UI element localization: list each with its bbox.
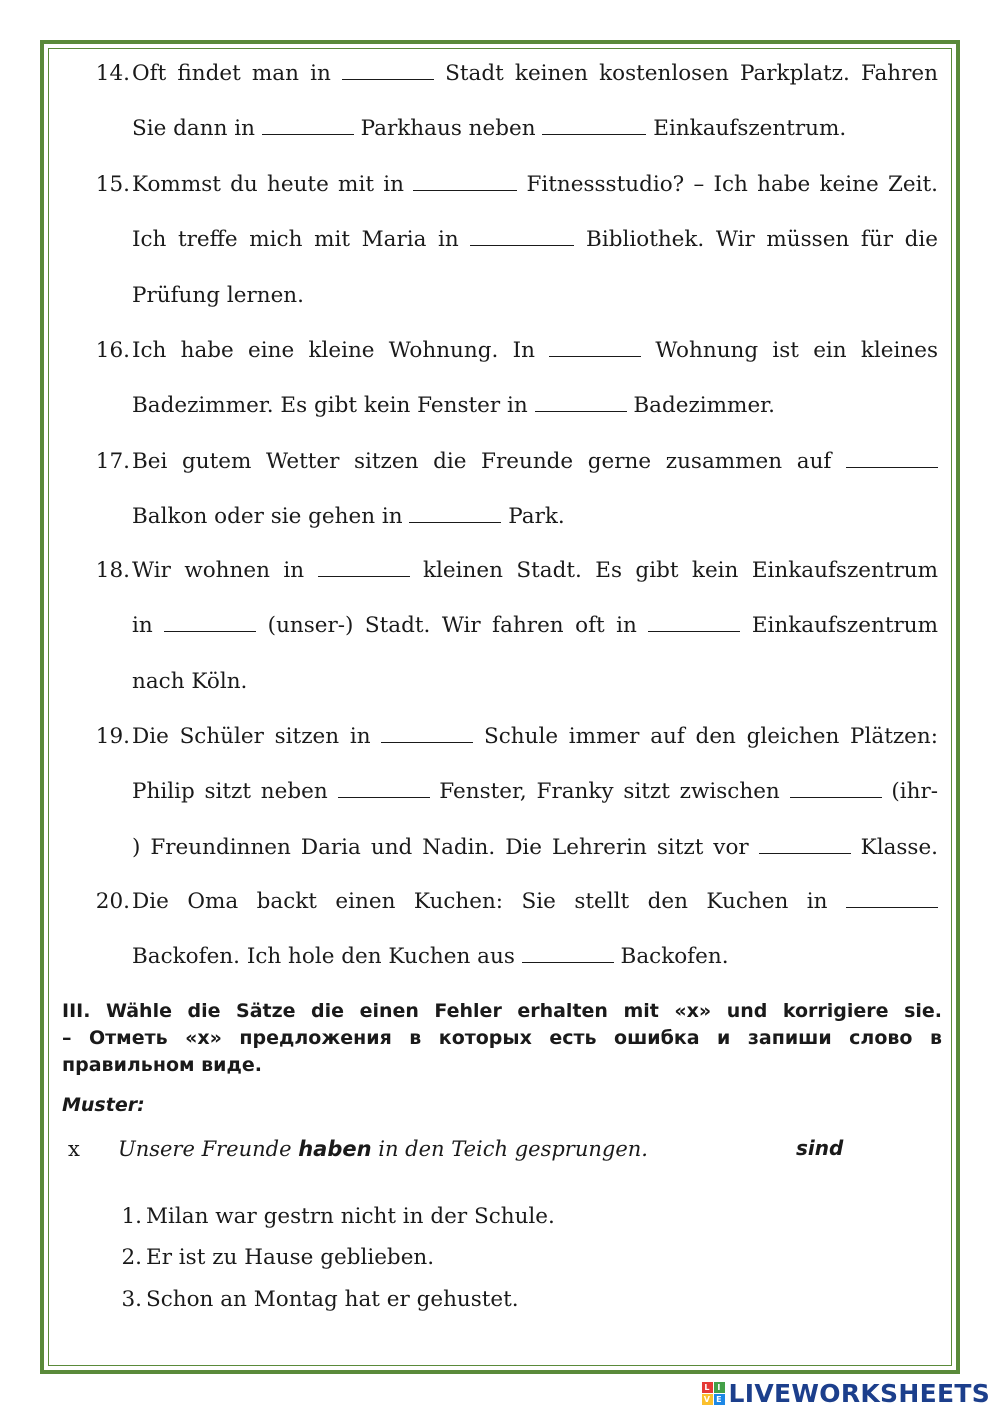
exercise-text: Badezimmer.	[626, 393, 775, 419]
exercise-text: Die Oma backt einen Kuchen: Sie stellt den Kuchen in	[132, 889, 846, 914]
blank-answer-field[interactable]	[535, 410, 627, 412]
logo-icon	[702, 1382, 725, 1405]
exercise-text: (unser-) Stadt. Wir fahren oft in	[256, 613, 649, 639]
logo-square: I	[714, 1382, 725, 1393]
liveworksheets-logo	[702, 1378, 990, 1408]
exercise-line	[132, 764, 938, 819]
blank-answer-field[interactable]	[846, 906, 938, 908]
blank-answer-field[interactable]	[790, 796, 882, 798]
exercise-text: Badezimmer. Es gibt kein Fenster in	[132, 393, 535, 419]
exercise-number: 16.	[95, 338, 130, 363]
section-3-heading	[62, 998, 942, 1079]
exercise-text: Fitnessstudio? – Ich habe keine Zeit.	[517, 172, 938, 197]
exercise-text: Kommst du heute mit in	[132, 172, 414, 197]
exercise-text: Backofen. Ich hole den Kuchen aus	[132, 944, 522, 970]
blank-answer-field[interactable]	[549, 355, 641, 357]
blank-answer-field[interactable]	[542, 133, 646, 135]
exercise-text: Sie dann in	[132, 116, 262, 142]
blank-answer-field[interactable]	[522, 961, 614, 963]
blank-answer-field[interactable]	[759, 852, 851, 854]
blank-answer-field[interactable]	[413, 189, 517, 191]
check-item-number: 1.	[121, 1204, 142, 1229]
exercise-line	[132, 543, 938, 598]
exercise-text: Einkaufszentrum.	[646, 116, 847, 142]
exercise-text: Fenster, Franky sitzt zwischen	[429, 779, 790, 805]
example-text-after: in den Teich gesprungen.	[371, 1137, 648, 1161]
example-sentence	[118, 1137, 648, 1161]
blank-answer-field[interactable]	[846, 466, 938, 468]
exercise-text: Balkon oder sie gehen in	[132, 504, 410, 530]
example-text-before: Unsere Freunde	[118, 1137, 299, 1161]
exercise-text: Park.	[501, 504, 565, 530]
exercise-text: Parkhaus neben	[353, 116, 543, 142]
example-error-word: haben	[298, 1137, 372, 1161]
exercise-text: Wir wohnen in	[132, 558, 318, 583]
exercise-number: 19.	[95, 724, 130, 749]
exercise-text: (ihr-	[881, 779, 938, 805]
exercise-item	[90, 157, 940, 323]
exercise-number: 20.	[95, 889, 130, 914]
exercise-text: Bei gutem Wetter sitzen die Freunde gerne zusammen auf	[132, 449, 846, 474]
exercise-text: Wohnung ist ein kleines	[641, 338, 938, 363]
blank-answer-field[interactable]	[318, 575, 410, 577]
check-item-text: Milan war gestrn nicht in der Schule.	[146, 1204, 555, 1229]
check-item-number: 3.	[121, 1287, 142, 1312]
blank-answer-field[interactable]	[164, 630, 256, 632]
exercise-text: Prüfung lernen.	[132, 282, 304, 308]
exercise-line	[132, 323, 938, 378]
check-item-text: Schon an Montag hat er gehustet.	[146, 1287, 519, 1312]
exercise-number: 15.	[95, 172, 130, 197]
exercise-line	[132, 101, 938, 156]
exercise-text: Oft findet man in	[132, 61, 342, 86]
exercise-line	[132, 157, 938, 212]
exercise-line	[132, 46, 938, 101]
exercise-text: Philip sitzt neben	[132, 779, 338, 805]
exercise-line	[132, 378, 938, 433]
exercise-text: Die Schüler sitzen in	[132, 724, 382, 749]
exercise-item	[90, 874, 940, 985]
logo-square: E	[714, 1394, 725, 1405]
exercise-number: 14.	[95, 61, 130, 86]
exercise-item	[90, 323, 940, 434]
muster-label: Muster:	[62, 1094, 145, 1116]
exercise-item	[90, 709, 940, 875]
exercise-text: Bibliothek. Wir müssen für die	[574, 227, 938, 253]
example-correction: sind	[796, 1136, 844, 1160]
check-item-text: Er ist zu Hause geblieben.	[146, 1245, 435, 1270]
exercise-text: kleinen Stadt. Es gibt kein Einkaufszentrum	[409, 558, 938, 583]
check-item	[112, 1245, 434, 1270]
blank-answer-field[interactable]	[381, 741, 473, 743]
section-3-heading-line: – Отметь «x» предложения в которых есть ошибка и запиши слово в	[62, 1027, 942, 1049]
exercise-line	[132, 434, 938, 489]
logo-square: V	[702, 1394, 713, 1405]
blank-answer-field[interactable]	[409, 521, 501, 523]
exercise-text: nach Köln.	[132, 668, 248, 694]
logo-text: LIVEWORKSHEETS	[728, 1378, 990, 1408]
exercise-line	[132, 489, 938, 544]
check-item	[112, 1204, 555, 1229]
exercise-item	[90, 543, 940, 709]
exercise-line	[132, 820, 938, 875]
exercise-line	[132, 598, 938, 653]
blank-answer-field[interactable]	[342, 78, 434, 80]
exercise-line	[132, 654, 938, 709]
exercise-text: Backofen.	[613, 944, 729, 970]
exercise-text: in	[132, 613, 165, 639]
exercise-text: Ich treffe mich mit Maria in	[132, 227, 471, 253]
exercise-number: 18.	[95, 558, 130, 583]
exercise-item	[90, 46, 940, 157]
exercise-line	[132, 709, 938, 764]
exercise-item	[90, 434, 940, 545]
exercise-text: Klasse.	[850, 834, 939, 860]
blank-answer-field[interactable]	[470, 244, 574, 246]
logo-square: L	[702, 1382, 713, 1393]
check-item	[112, 1287, 519, 1312]
check-item-number: 2.	[121, 1245, 142, 1270]
exercise-line	[132, 212, 938, 267]
exercise-text: Einkaufszentrum	[740, 613, 938, 639]
blank-answer-field[interactable]	[262, 133, 354, 135]
exercise-number: 17.	[95, 449, 130, 474]
example-mark: x	[68, 1137, 80, 1161]
exercise-text: Schule immer auf den gleichen Plätzen:	[473, 724, 938, 749]
blank-answer-field[interactable]	[648, 630, 740, 632]
exercise-text: Ich habe eine kleine Wohnung. In	[132, 338, 550, 363]
exercise-text: Stadt keinen kostenlosen Parkplatz. Fahren	[434, 61, 938, 86]
exercise-line	[132, 929, 938, 984]
exercise-line	[132, 874, 938, 929]
exercise-line	[132, 268, 938, 323]
exercise-text: ) Freundinnen Daria und Nadin. Die Lehrerin sitzt vor	[132, 834, 759, 860]
section-3-heading-line: III. Wähle die Sätze die einen Fehler erhalten mit «x» und korrigiere sie.	[62, 1000, 942, 1022]
blank-answer-field[interactable]	[338, 796, 430, 798]
section-3-heading-line: правильном виде.	[62, 1054, 262, 1076]
